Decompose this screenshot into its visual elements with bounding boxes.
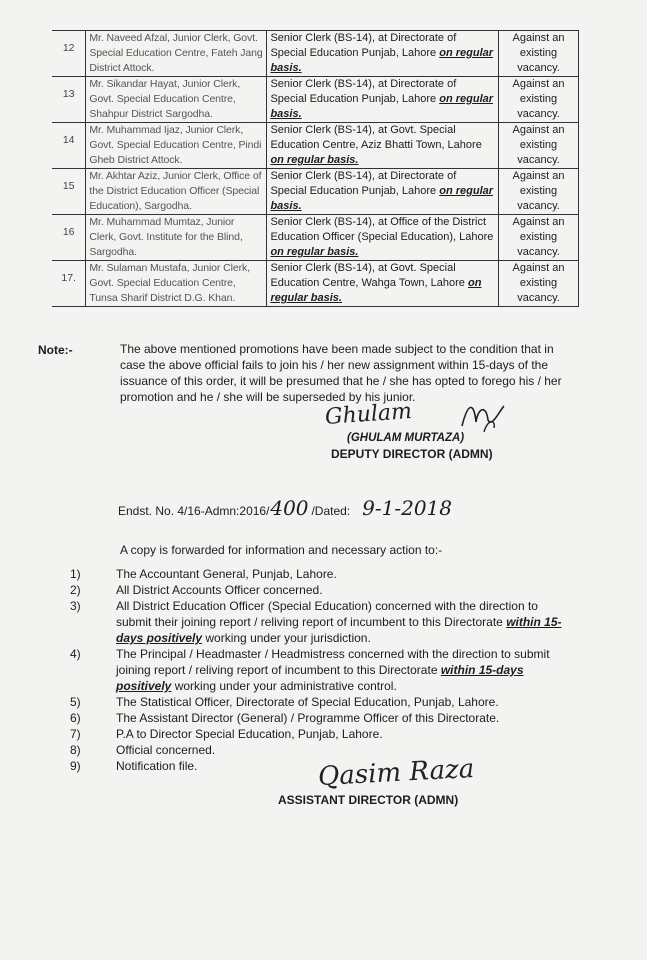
- note-label: Note:-: [38, 343, 73, 357]
- table-row: [52, 261, 579, 307]
- list-text: The Statistical Officer, Directorate of Special Education, Punjab, Lahore.: [116, 695, 499, 709]
- list-text: Notification file.: [116, 759, 198, 773]
- promoted-post-cell: [267, 77, 499, 123]
- list-number: 5): [70, 695, 81, 709]
- deputy-director-designation: DEPUTY DIRECTOR (ADMN): [331, 447, 493, 461]
- list-emphasis: within 15-days positively: [116, 615, 562, 645]
- list-number: 2): [70, 583, 81, 597]
- endorsement-line: [118, 496, 452, 520]
- promoted-post-cell: [267, 169, 499, 215]
- serial-number: 14: [52, 123, 86, 169]
- table-row: [52, 123, 579, 169]
- serial-number: 15: [52, 169, 86, 215]
- post-basis: on regular basis.: [270, 185, 494, 212]
- remarks-cell: Against an existing vacancy.: [499, 261, 579, 307]
- list-number: 1): [70, 567, 81, 581]
- post-text: Senior Clerk (BS-14), at Govt. Special Education Centre, Wahga Town, Lahore: [270, 262, 465, 289]
- remarks-cell: Against an existing vacancy.: [499, 77, 579, 123]
- promoted-post-cell: [267, 261, 499, 307]
- list-text: P.A to Director Special Education, Punjab, Lahore.: [116, 727, 383, 741]
- list-emphasis: within 15-days positively: [116, 663, 524, 693]
- list-text: All District Accounts Officer concerned.: [116, 583, 323, 597]
- remarks-cell: Against an existing vacancy.: [499, 31, 579, 77]
- post-basis: on regular basis.: [270, 277, 482, 304]
- employee-name-cell: Mr. Sikandar Hayat, Junior Clerk, Govt. Special Education Centre, Shahpur District Sargodha.: [86, 77, 267, 123]
- copy-intro: A copy is forwarded for information and necessary action to:-: [120, 543, 443, 557]
- table-row: [52, 77, 579, 123]
- employee-name-cell: Mr. Akhtar Aziz, Junior Clerk, Office of the District Education Officer (Special Education), Sargodha.: [86, 169, 267, 215]
- table-row: [52, 169, 579, 215]
- employee-name-cell: Mr. Naveed Afzal, Junior Clerk, Govt. Special Education Centre, Fateh Jang District Attock.: [86, 31, 267, 77]
- deputy-director-signature: Ghulam: [324, 398, 413, 431]
- promotion-table: [52, 30, 579, 307]
- list-text: The Principal / Headmaster / Headmistress concerned with the direction to submit joining report / reliving report of incumbent to this Directorate: [116, 647, 550, 677]
- employee-name-cell: Mr. Muhammad Ijaz, Junior Clerk, Govt. Special Education Centre, Pindi Gheb District Attock.: [86, 123, 267, 169]
- distribution-list: [70, 566, 575, 774]
- list-text: All District Education Officer (Special Education) concerned with the direction to submit their joining report / reliving report of incumbent to this Directorate: [116, 599, 538, 629]
- endorsement-number: 400: [270, 496, 309, 520]
- promoted-post-cell: [267, 123, 499, 169]
- promoted-post-cell: [267, 215, 499, 261]
- list-number: 3): [70, 599, 81, 613]
- list-item: [70, 582, 575, 598]
- endorsement-date: 9-1-2018: [362, 496, 453, 520]
- deputy-director-signature-flourish: [458, 398, 508, 439]
- post-text: Senior Clerk (BS-14), at Directorate of Special Education Punjab, Lahore: [270, 170, 457, 197]
- post-basis: on regular basis.: [270, 93, 494, 120]
- list-number: 7): [70, 727, 81, 741]
- post-basis: on regular basis.: [270, 154, 359, 166]
- serial-number: 17.: [52, 261, 86, 307]
- post-text: Senior Clerk (BS-14), at Directorate of Special Education Punjab, Lahore: [270, 32, 457, 59]
- list-item: [70, 694, 575, 710]
- list-item: [70, 726, 575, 742]
- list-text: Official concerned.: [116, 743, 216, 757]
- list-tail: working under your administrative control.: [171, 679, 397, 693]
- assistant-director-designation: ASSISTANT DIRECTOR (ADMN): [278, 793, 459, 807]
- post-text: Senior Clerk (BS-14), at Govt. Special Education Centre, Aziz Bhatti Town, Lahore: [270, 124, 482, 151]
- list-number: 8): [70, 743, 81, 757]
- serial-number: 12: [52, 31, 86, 77]
- post-basis: on regular basis.: [270, 246, 359, 258]
- list-text: The Assistant Director (General) / Programme Officer of this Directorate.: [116, 711, 500, 725]
- table-row: [52, 215, 579, 261]
- table-row: [52, 31, 579, 77]
- list-item: [70, 710, 575, 726]
- serial-number: 13: [52, 77, 86, 123]
- list-item: [70, 598, 575, 646]
- endorsement-prefix: Endst. No. 4/16-Admn:2016/: [118, 504, 270, 518]
- list-item: [70, 646, 575, 694]
- list-text: The Accountant General, Punjab, Lahore.: [116, 567, 337, 581]
- employee-name-cell: Mr. Sulaman Mustafa, Junior Clerk, Govt. Special Education Centre, Tunsa Sharif District D.G. Khan.: [86, 261, 267, 307]
- deputy-director-name: (GHULAM MURTAZA): [347, 432, 465, 444]
- post-text: Senior Clerk (BS-14), at Directorate of Special Education Punjab, Lahore: [270, 78, 457, 105]
- remarks-cell: Against an existing vacancy.: [499, 215, 579, 261]
- promoted-post-cell: [267, 31, 499, 77]
- list-number: 4): [70, 647, 81, 661]
- remarks-cell: Against an existing vacancy.: [499, 123, 579, 169]
- remarks-cell: Against an existing vacancy.: [499, 169, 579, 215]
- serial-number: 16: [52, 215, 86, 261]
- list-tail: working under your jurisdiction.: [202, 631, 371, 645]
- list-item: [70, 566, 575, 582]
- post-basis: on regular basis.: [270, 47, 494, 74]
- employee-name-cell: Mr. Muhammad Mumtaz, Junior Clerk, Govt. Institute for the Blind, Sargodha.: [86, 215, 267, 261]
- list-item: [70, 742, 575, 758]
- post-text: Senior Clerk (BS-14), at Office of the District Education Officer (Special Education), Lahore: [270, 216, 494, 243]
- dated-label: /Dated:: [311, 504, 351, 518]
- assistant-director-signature: Qasim Raza: [317, 753, 475, 793]
- list-number: 9): [70, 759, 81, 773]
- note-text: The above mentioned promotions have been made subject to the condition that in case the above official fails to join his / her new assignment within 15-days of the issuance of this order, it will be presumed that he / she has opted to forego his / her promotion and he / she will be superseded by his junior.: [120, 342, 562, 404]
- list-number: 6): [70, 711, 81, 725]
